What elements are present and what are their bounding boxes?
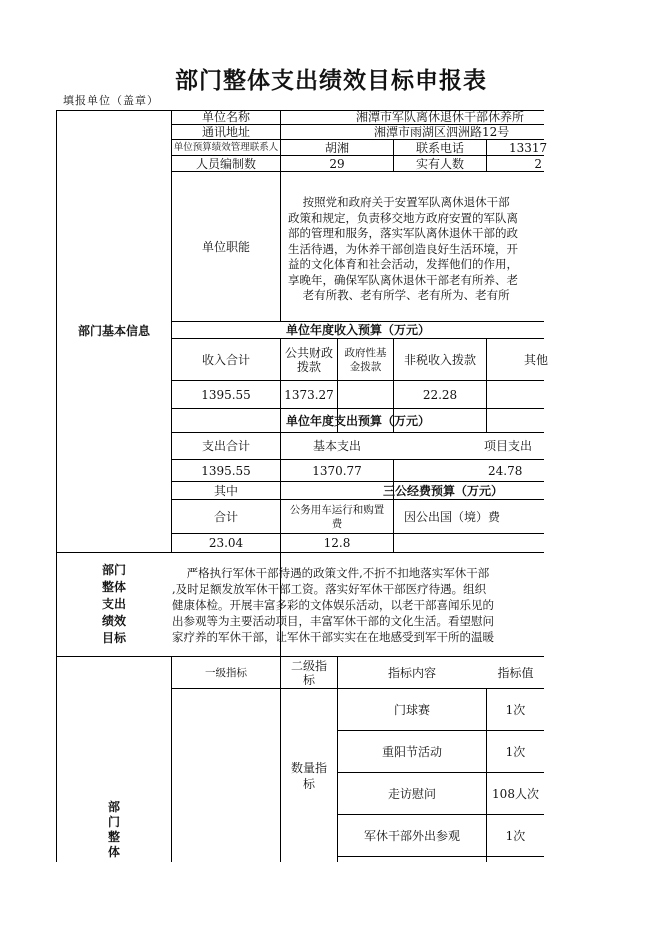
manager-label: 单位预算绩效管理联系人 [173, 141, 279, 153]
phone-label: 联系电话 [415, 140, 464, 155]
expense-total-label: 支出合计 [201, 439, 250, 453]
public-finance-value: 1373.27 [284, 387, 334, 402]
duty-text [288, 195, 544, 304]
goal-line: 家疗养的军休干部，让军休干部实实在在地感受到军干所的温暖 [172, 630, 494, 644]
indicator-content: 军休干部外出参观 [363, 828, 460, 843]
income-total-label: 收入合计 [201, 352, 250, 367]
basic-expense-label: 基本支出 [312, 439, 361, 453]
duty-line: 按照党和政府关于安置军队离休退休干部 [288, 195, 510, 209]
three-public-subtotal-value: 23.04 [208, 536, 244, 550]
duty-label: 单位职能 [201, 239, 250, 254]
indicator-value: 1次 [505, 744, 526, 759]
expense-total-value: 1395.55 [201, 463, 251, 478]
gov-fund-value [338, 381, 393, 408]
three-public-subtotal-label: 合计 [213, 509, 238, 524]
of-which-label: 其中 [213, 483, 238, 498]
actual-staff-value: 2 [534, 156, 542, 171]
indicator-value: 1次 [505, 702, 526, 717]
unit-name-label: 单位名称 [201, 110, 250, 124]
gov-fund-label: 政府性基金拨款 [344, 346, 387, 373]
level1-header: 一级指标 [205, 666, 247, 679]
indicator-value: 108人次 [492, 786, 539, 801]
indicator-content: 重阳节活动 [381, 744, 442, 759]
abroad-cost-label: 因公出国（境）费 [404, 509, 501, 524]
address-label: 通讯地址 [201, 125, 250, 139]
duty-line: 老有所教、老有所学、老有所为、老有所 [288, 288, 510, 302]
report-sheet [56, 110, 549, 862]
duty-line: 政策和规定，负责移交地方政府安置的军队离 [288, 210, 518, 225]
income-budget-header: 单位年度收入预算（万元） [285, 323, 430, 337]
expense-budget-header: 单位年度支出预算（万元） [285, 413, 430, 428]
non-tax-label: 非税收入拨款 [403, 352, 476, 367]
indicator-content: 门球赛 [393, 702, 430, 717]
vehicle-cost-value: 12.8 [323, 536, 351, 550]
staff-quota-label: 人员编制数 [195, 156, 256, 171]
other-income-label: 其他 [524, 352, 549, 367]
manager-value: 胡湘 [324, 140, 349, 155]
project-expense-value: 24.78 [488, 463, 523, 478]
duty-line: 部的管理和服务，落实军队离休退休干部的政 [288, 226, 518, 240]
level2-header: 二级指标 [291, 658, 328, 687]
three-public-header: 三公经费预算（万元） [383, 483, 504, 498]
goal-line: ,及时足额发放军休干部工资。落实好军休干部医疗待遇。组织 [172, 582, 487, 596]
content-header: 指标内容 [387, 665, 436, 680]
indicator-content: 走访慰问 [387, 786, 436, 801]
phone-value: 13317 [509, 140, 548, 155]
other-income-value [487, 381, 544, 408]
unit-name-value: 湘潭市军队离休退休干部休养所 [356, 110, 525, 124]
value-header: 指标值 [497, 665, 534, 680]
level2-quantity: 数量指标 [291, 760, 328, 791]
income-total-value: 1395.55 [201, 387, 251, 402]
project-expense-label: 项目支出 [484, 439, 533, 453]
indicators-section-label: 部门整体 [107, 800, 120, 859]
indicator-value: 1次 [505, 828, 526, 843]
basic-expense-value: 1370.77 [312, 463, 362, 478]
goals-section-label: 部门整体支出绩效目标 [101, 563, 126, 645]
duty-line: 享晚年，确保军队离休退休干部老有所养、老 [288, 272, 518, 287]
goal-line: 严格执行军休干部待遇的政策文件,不折不扣地落实军休干部 [172, 566, 490, 580]
duty-line: 生活待遇，为休养干部创造良好生活环境，开 [288, 241, 518, 256]
public-finance-label: 公共财政拨款 [285, 345, 334, 374]
duty-line: 益的文化体育和社会活动，发挥他们的作用， [288, 257, 518, 271]
staff-quota-value: 29 [329, 156, 345, 171]
goal-line: 健康体检。开展丰富多彩的文体娱乐活动，以老干部喜闻乐见的 [172, 598, 494, 612]
address-value: 湘潭市雨湖区泗洲路12号 [374, 125, 510, 139]
non-tax-value: 22.28 [422, 387, 458, 402]
reporting-unit-label: 填报单位（盖章） [63, 94, 159, 107]
vehicle-cost-label: 公务用车运行和购置费 [289, 503, 385, 530]
goals-text [172, 565, 544, 645]
basic-info-section-label: 部门基本信息 [77, 324, 150, 338]
goal-line: 出参观等为主要活动项目，丰富军休干部的文化生活。看望慰问 [172, 614, 494, 628]
page-title: 部门整体支出绩效目标申报表 [175, 67, 487, 94]
actual-staff-label: 实有人数 [415, 156, 464, 171]
